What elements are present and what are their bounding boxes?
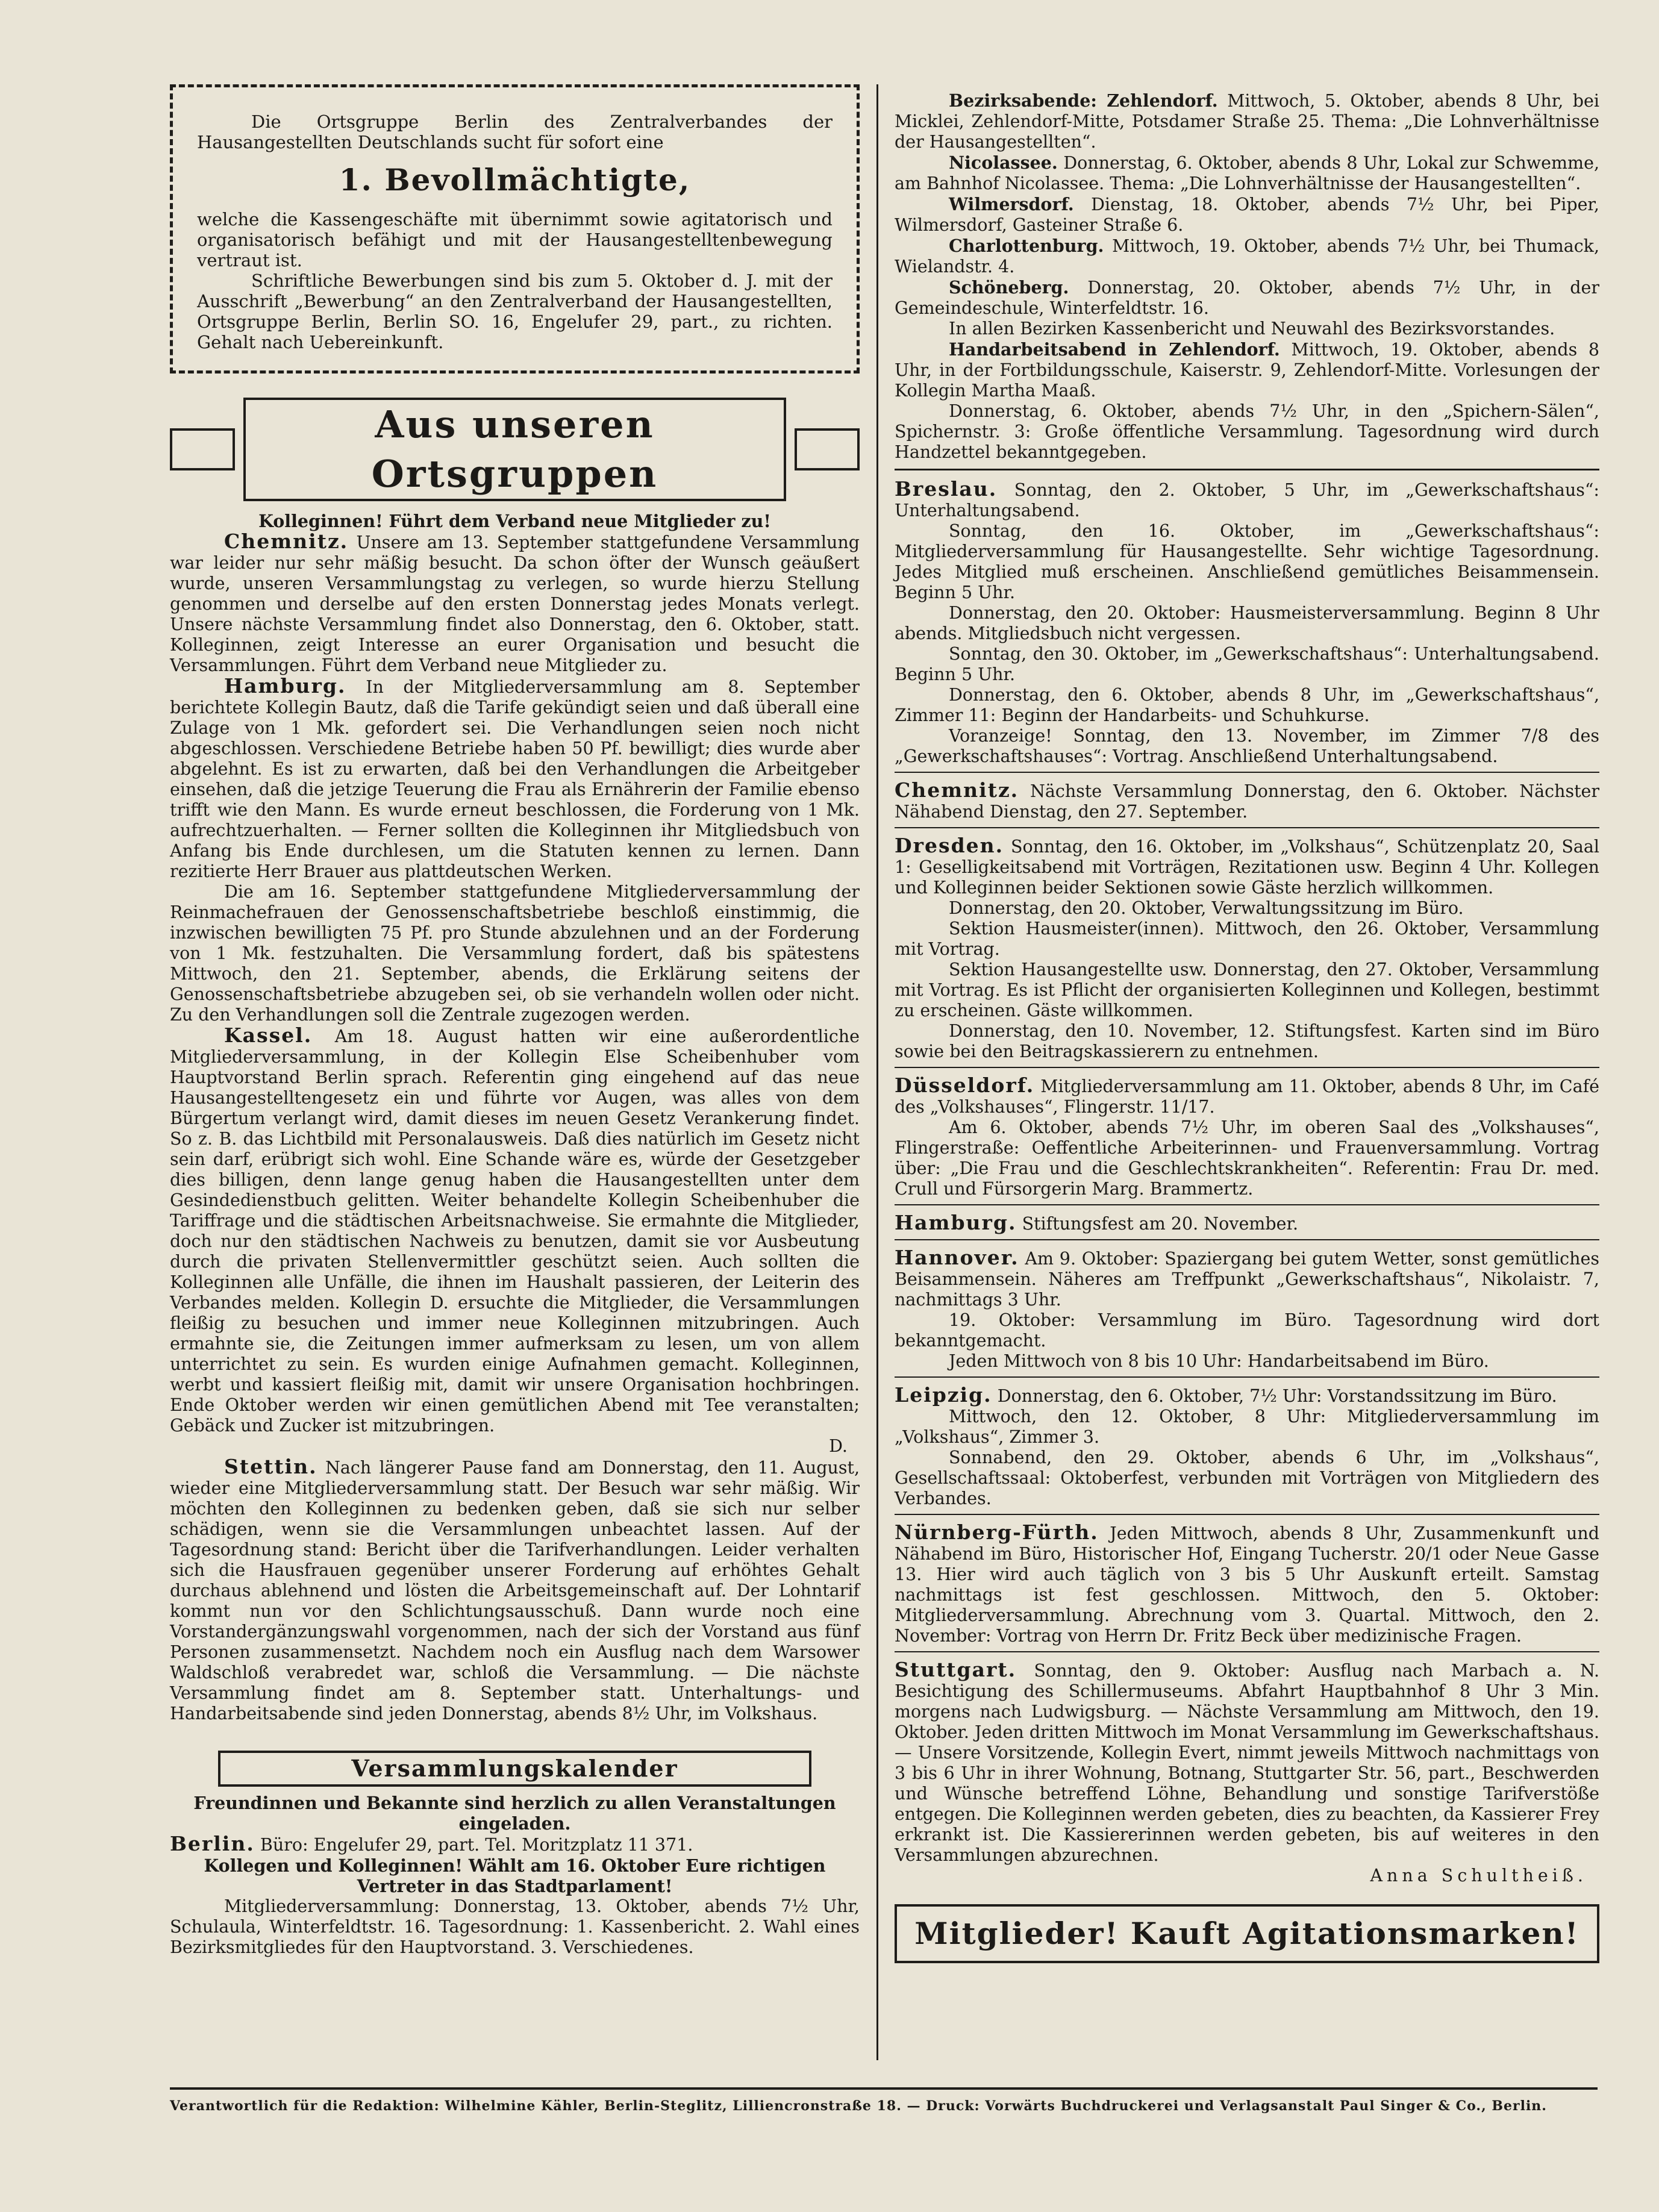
city-event-paragraph xyxy=(895,521,1599,603)
report-paragraph xyxy=(170,1457,860,1724)
event-lead: Schöneberg. xyxy=(949,277,1069,298)
city-event-text: Jeden Mittwoch, abends 8 Uhr, Zusammenkunft und Nähabend im Büro, Historischer Hof, Eingang Tucherstr. 20/1 oder Neue Gasse 13. Hier wird auch täglich von 3 bis 5 Uhr Auskunft erteilt. Samstag nachmittags ist fest geschlossen. Mittwoch, den 5. Oktober: Mitgliederversammlung. Abrechnung vom 3. Quartal. Mittwoch, den 2. November: Vortrag von Herrn Dr. Fritz Beck über medizinische Fragen. xyxy=(895,1523,1599,1646)
berlin-district-events xyxy=(895,90,1599,463)
report-city-name: Kassel. xyxy=(224,1023,313,1047)
city-event-text: Donnerstag, den 6. Oktober, 7½ Uhr: Vorstandssitzung im Büro. xyxy=(997,1386,1557,1406)
city-name: Stuttgart. xyxy=(895,1658,1017,1681)
event-entry xyxy=(895,236,1599,277)
ad-title: 1. Bevollmächtigte, xyxy=(339,162,691,198)
agitation-banner: Mitglieder! Kauft Agitationsmarken! xyxy=(895,1904,1599,1963)
event-entry xyxy=(895,401,1599,463)
report-city-name: Chemnitz. xyxy=(224,530,349,553)
city-events xyxy=(895,479,1599,1886)
city-event-paragraph xyxy=(895,1448,1599,1509)
city-event-text: Voranzeige! Sonntag, den 13. November, im Zimmer 7/8 des „Gewerkschaftshauses“: Vortrag. Anschließend Unterhaltungsabend. xyxy=(895,726,1599,766)
berlin-appeal: Kollegen und Kolleginnen! Wählt am 16. Oktober Eure richtigen Vertreter in das Stadtparlament! xyxy=(204,1855,826,1896)
city-name: Dresden. xyxy=(895,834,1004,857)
city-event-paragraph xyxy=(895,1660,1599,1866)
city-event-paragraph xyxy=(895,479,1599,521)
city-event-text: Donnerstag, den 20. Oktober, Verwaltungssitzung im Büro. xyxy=(949,898,1464,918)
job-advertisement xyxy=(170,84,860,373)
city-name: Nürnberg-Fürth. xyxy=(895,1520,1099,1544)
event-lead: Bezirksabende: Zehlendorf. xyxy=(949,90,1218,111)
report-text: Unsere am 13. September stattgefundene Versammlung war leider nur sehr mäßig besucht. Da schon öfter der Wunsch geäußert wurde, unseren Versammlungstag zu verlegen, so wurde hierzu Stellung genommen und derselbe auf den ersten Donnerstag jedes Monats verlegt. Unsere nächste Versammlung findet also Donnerstag, den 6. Oktober, statt. Kolleginnen, zeigt Interesse an eurer Organisation und besucht die Versammlungen. Führt dem Verband neue Mitglieder zu. xyxy=(170,533,860,675)
right-column xyxy=(895,90,1599,1963)
berlin-meeting: Mitgliederversammlung: Donnerstag, 13. Oktober, abends 7½ Uhr, Schulaula, Winterfeldtstr. 16. Tagesordnung: 1. Kassenbericht. 2. Wahl eines Bezirksmitgliedes für den Hauptvorstand. 3. Verschiedenes. xyxy=(170,1896,860,1957)
report-text: Am 18. August hatten wir eine außerordentliche Mitgliederversammlung, in der Kollegin Else Scheibenhuber vom Hauptvorstand Berlin sprach. Referentin ging eingehend auf das neue Hausangestelltengesetz ein und führte vor Augen, was alles von dem Bürgertum verlangt wird, damit dieses im neuen Gesetz Verankerung findet. So z. B. das Lichtbild mit Personalausweis. Daß dies natürlich im Gesetz nicht sein darf, erübrigt sich wohl. Eine Schande wäre es, würde der Gesetzgeber dies billigen, denn lange genug haben die Hausangestellten unter dem Gesindedienstbuch gelitten. Weiter behandelte Kollegin Scheibenhuber die Tariffrage und die städtischen Arbeitsnachweise. Sie ermahnte die Mitglieder, doch nur den städtischen Nachweis zu benutzen, damit sie vor Ausbeutung durch die privaten Stellenvermittler geschützt seien. Auch sollten die Kolleginnen alle Unfälle, die ihnen im Haushalt passieren, der Leiterin des Verbandes melden. Kollegin D. ersuchte die Mitglieder, die Versammlungen fleißig zu besuchen und immer neue Kolleginnen mitzubringen. Auch ermahnte sie, die Zeitungen immer aufmerksam zu lesen, um von allem unterrichtet zu sein. Es wurden einige Aufnahmen gemacht. Kolleginnen, werbt und kassiert fleißig mit, damit wir unsere Organisation hochbringen. Ende Oktober werden wir einen gemütlichen Abend mit Tee veranstalten; Gebäck und Zucker ist mitzubringen. xyxy=(170,1026,860,1436)
city-event-paragraph xyxy=(895,685,1599,726)
report-paragraph xyxy=(170,1025,860,1436)
event-text: Mittwoch, 5. Oktober, abends 8 Uhr, bei Micklei, Zehlendorf-Mitte, Potsdamer Straße 25. Thema: „Die Lohnverhältnisse der Hausangestellten“. xyxy=(895,91,1599,152)
calendar-invitation: Freundinnen und Bekannte sind herzlich zu allen Veranstaltungen eingeladen. xyxy=(193,1793,836,1834)
event-text: Dienstag, 18. Oktober, abends 7½ Uhr, bei Piper, Wilmersdorf, Gasteiner Straße 6. xyxy=(895,195,1599,235)
event-lead: Nicolassee. xyxy=(949,152,1058,173)
event-lead: Charlottenburg. xyxy=(949,236,1104,256)
city-event-text: Donnerstag, den 20. Oktober: Hausmeisterversammlung. Beginn 8 Uhr abends. Mitgliedsbuch nicht vergessen. xyxy=(895,603,1599,643)
city-event-text: Sektion Hausmeister(innen). Mittwoch, den 26. Oktober, Versammlung mit Vortrag. xyxy=(895,919,1599,959)
event-entry xyxy=(895,152,1599,194)
city-event-paragraph xyxy=(895,644,1599,685)
event-text: Donnerstag, 6. Oktober, abends 8 Uhr, Lokal zur Schwemme, am Bahnhof Nicolassee. Thema: „Die Lohnverhältnisse der Hausangestellten“. xyxy=(895,153,1599,193)
city-event-paragraph xyxy=(895,1407,1599,1448)
city-divider xyxy=(895,772,1599,773)
city-event-paragraph xyxy=(895,1075,1599,1117)
city-event-paragraph xyxy=(895,780,1599,822)
event-entry xyxy=(895,277,1599,319)
event-entry xyxy=(895,194,1599,236)
event-lead: Wilmersdorf. xyxy=(949,194,1074,214)
city-name: Hamburg. xyxy=(895,1211,1017,1234)
city-event-text: Sonnabend, den 29. Oktober, abends 6 Uhr, im „Volkshaus“, Gesellschaftssaal: Oktoberfest, verbunden mit Vorträgen von Mitgliedern des Verbandes. xyxy=(895,1448,1599,1508)
ad-body: welche die Kassengeschäfte mit übernimmt sowie agitatorisch und organisatorisch befähigt und mit der Hausangestelltenbewegung vertraut ist. xyxy=(197,209,833,270)
city-event-text: Nächste Versammlung Donnerstag, den 6. Oktober. Nächster Nähabend Dienstag, den 27. September. xyxy=(895,781,1600,822)
city-name: Chemnitz. xyxy=(895,778,1019,802)
city-signature: Anna Schultheiß. xyxy=(1370,1866,1587,1886)
city-event-paragraph xyxy=(895,1117,1599,1199)
city-event-text: Am 9. Oktober: Spaziergang bei gutem Wetter, sonst gemütliches Beisammensein. Näheres am Treffpunkt „Gewerkschaftshaus“, Nikolaistr. 7, nachmittags 3 Uhr. xyxy=(895,1249,1599,1310)
section-title: Aus unseren Ortsgruppen xyxy=(243,398,786,501)
event-entry xyxy=(895,339,1599,401)
divider xyxy=(895,469,1599,470)
city-event-text: Sonntag, den 16. Oktober, im „Gewerkschaftshaus“: Mitgliederversammlung für Hausangestellte. Sehr wichtige Tagesordnung. Jedes Mitglied muß erscheinen. Anschließend gemütliches Beisammensein. Beginn 5 Uhr. xyxy=(895,521,1599,602)
city-event-text: Mittwoch, den 12. Oktober, 8 Uhr: Mitgliederversammlung im „Volkshaus“, Zimmer 3. xyxy=(895,1407,1599,1447)
left-column xyxy=(170,84,860,1958)
city-divider xyxy=(895,1204,1599,1205)
city-event-paragraph xyxy=(895,898,1599,919)
report-city-name: Stettin. xyxy=(224,1455,317,1478)
city-event-paragraph xyxy=(895,1021,1599,1062)
local-reports xyxy=(170,531,860,1724)
ad-intro: Die Ortsgruppe Berlin des Zentralverbandes der Hausangestellten Deutschlands sucht für sofort eine xyxy=(197,111,833,152)
event-text: Mittwoch, 19. Oktober, abends 7½ Uhr, bei Thumack, Wielandstr. 4. xyxy=(895,236,1599,276)
city-event-text: Sonntag, den 9. Oktober: Ausflug nach Marbach a. N. Besichtigung des Schillermuseums. Abfahrt Hauptbahnhof 8 Uhr 3 Min. morgens nach Ludwigsburg. — Nächste Versammlung am Mittwoch, den 19. Oktober. Jeden dritten Mittwoch im Monat Versammlung im Gewerkschaftshaus. — Unsere Vorsitzende, Kollegin Evert, nimmt jeweils Mittwoch nachmittags von 3 bis 6 Uhr in ihrer Wohnung, Botnang, Stuttgarter Str. 56, part., Beschwerden und Wünsche betreffend Löhne, Behandlung und sonstige Tarifverstöße entgegen. Die Kolleginnen werden gebeten, dies zu beachten, da Kassierer Frey erkrankt ist. Die Kassiererinnen werden gebeten, bis auf weiteres in den Versammlungen abzurechnen. xyxy=(895,1661,1599,1865)
berlin-city-name: Berlin. xyxy=(170,1832,255,1855)
berlin-office-line xyxy=(170,1834,860,1855)
ad-application: Schriftliche Bewerbungen sind bis zum 5. Oktober d. J. mit der Ausschrift „Bewerbung“ an den Zentralverband der Hausangestellten, Ortsgruppe Berlin, Berlin SO. 16, Engelufer 29, part., zu richten. Gehalt nach Uebereinkunft. xyxy=(197,270,833,352)
event-text: Donnerstag, 20. Oktober, abends 7½ Uhr, in der Gemeindeschule, Winterfeldtstr. 16. xyxy=(895,278,1600,318)
city-event-paragraph xyxy=(895,919,1599,960)
city-name: Leipzig. xyxy=(895,1383,992,1407)
event-entry xyxy=(895,90,1599,152)
city-event-paragraph xyxy=(895,1310,1599,1351)
city-event-paragraph xyxy=(895,1351,1599,1372)
event-text: Donnerstag, 6. Oktober, abends 7½ Uhr, in den „Spichern-Sälen“, Spichernstr. 3: Große öffentliche Versammlung. Tagesordnung wird durch Handzettel bekanntgegeben. xyxy=(895,401,1599,462)
city-event-paragraph xyxy=(895,726,1599,767)
berlin-office: Büro: Engelufer 29, part. Tel. Moritzplatz 11 371. xyxy=(260,1835,693,1855)
city-event-paragraph xyxy=(895,960,1599,1021)
report-text: In der Mitgliederversammlung am 8. September berichtete Kollegin Bautz, daß die Tarife gekündigt seien und daß überall eine Zulage von 1 Mk. gefordert sei. Die Verhandlungen seien noch nicht abgeschlossen. Verschiedene Betriebe haben 50 Pf. bewilligt; dies wurde aber abgelehnt. Es ist zu erwarten, daß bei den Verhandlungen die Arbeitgeber einsehen, daß die jetzige Teuerung die Frau als Ernährerin der Familie ebenso trifft wie den Mann. Es wurde erneut beschlossen, die Forderung von 1 Mk. aufrechtzuerhalten. — Ferner sollten die Kolleginnen ihr Mitgliedsbuch von Anfang bis Ende durchlesen, um die Statuten kennen zu lernen. Dann rezitierte Herr Brauer aus plattdeutschen Werken. xyxy=(170,677,860,881)
report-text: Die am 16. September stattgefundene Mitgliederversammlung der Reinmachefrauen der Genossenschaftsbetriebe beschloß einstimmig, die inzwischen bewilligten 75 Pf. pro Stunde abzulehnen und an der Forderung von 1 Mk. festzuhalten. Die Versammlung fordert, daß bis spätestens Mittwoch, den 21. September, abends, die Erklärung seitens der Genossenschaftsbetriebe abzugeben sei, ob sie verhandeln wollen oder nicht. Zu den Verhandlungen soll die Zentrale zugezogen werden. xyxy=(170,882,860,1025)
calendar-title: Versammlungskalender xyxy=(218,1751,811,1787)
section-slogan: Kolleginnen! Führt dem Verband neue Mitglieder zu! xyxy=(258,511,771,531)
city-event-text: Sektion Hausangestellte usw. Donnerstag, den 27. Oktober, Versammlung mit Vortrag. Es ist Pflicht der organisierten Kolleginnen und Kollegen, bestimmt zu erscheinen. Gäste willkommen. xyxy=(895,960,1599,1020)
masthead-right-ornament xyxy=(795,428,860,470)
report-paragraph xyxy=(170,882,860,1025)
city-event-text: Stiftungsfest am 20. November. xyxy=(1022,1214,1298,1234)
report-paragraph xyxy=(170,531,860,676)
city-event-paragraph xyxy=(895,603,1599,644)
city-event-text: Am 6. Oktober, abends 7½ Uhr, im oberen Saal des „Volkshauses“, Flingerstraße: Oeffentliche Arbeiterinnen- und Frauenversammlung. Vortrag über: „Die Frau und die Geschlechtskrankheiten“. Referentin: Frau Dr. med. Crull und Fürsorgerin Marg. Brammertz. xyxy=(895,1117,1599,1199)
city-event-text: Sonntag, den 2. Oktober, 5 Uhr, im „Gewerkschaftshaus“: Unterhaltungsabend. xyxy=(895,480,1599,520)
city-event-text: Donnerstag, den 6. Oktober, abends 8 Uhr, im „Gewerkschaftshaus“, Zimmer 11: Beginn der Handarbeits- und Schuhkurse. xyxy=(895,685,1599,725)
city-event-paragraph xyxy=(895,1385,1599,1407)
city-divider xyxy=(895,1239,1599,1240)
event-lead: Handarbeitsabend in Zehlendorf. xyxy=(949,339,1280,360)
city-event-paragraph xyxy=(895,1213,1599,1234)
event-text: In allen Bezirken Kassenbericht und Neuwahl des Bezirksvorstandes. xyxy=(949,319,1555,339)
city-event-text: Sonntag, den 16. Oktober, im „Volkshaus“, Schützenplatz 20, Saal 1: Geselligkeitsabend mit Vorträgen, Rezitationen usw. Beginn 4 Uhr. Kollegen und Kolleginnen beider Sektionen sowie Gäste herzlich willkommen. xyxy=(895,837,1600,898)
event-text: Mittwoch, 19. Oktober, abends 8 Uhr, in der Fortbildungsschule, Kaiserstr. 9, Zehlendorf-Mitte. Vorlesungen der Kollegin Martha Maaß. xyxy=(895,340,1600,401)
city-event-text: 19. Oktober: Versammlung im Büro. Tagesordnung wird dort bekanntgemacht. xyxy=(895,1310,1599,1351)
city-event-text: Jeden Mittwoch von 8 bis 10 Uhr: Handarbeitsabend im Büro. xyxy=(949,1351,1489,1371)
report-paragraph xyxy=(170,676,860,882)
report-signature: D. xyxy=(829,1436,848,1456)
city-event-paragraph xyxy=(895,1522,1599,1646)
city-event-paragraph xyxy=(895,1248,1599,1310)
city-divider xyxy=(895,827,1599,828)
report-city-name: Hamburg. xyxy=(224,674,346,698)
city-event-text: Mitgliederversammlung am 11. Oktober, abends 8 Uhr, im Café des „Volkshauses“, Flingerstr. 11/17. xyxy=(895,1076,1599,1117)
city-name: Breslau. xyxy=(895,477,998,501)
city-name: Düsseldorf. xyxy=(895,1073,1035,1097)
section-masthead xyxy=(170,398,860,501)
city-divider xyxy=(895,1514,1599,1515)
imprint-footer: Verantwortlich für die Redaktion: Wilhelmine Kähler, Berlin-Steglitz, Lilliencronstraße 18. — Druck: Vorwärts Buchdruckerei und Verlagsanstalt Paul Singer & Co., Berlin. xyxy=(170,2087,1598,2115)
city-event-text: Donnerstag, den 10. November, 12. Stiftungsfest. Karten sind im Büro sowie bei den Beitragskassierern zu entnehmen. xyxy=(895,1021,1599,1061)
city-divider xyxy=(895,1067,1599,1068)
city-event-paragraph xyxy=(895,836,1599,898)
column-divider xyxy=(876,84,878,2060)
masthead-left-ornament xyxy=(170,428,235,470)
city-divider xyxy=(895,1651,1599,1652)
event-entry xyxy=(895,319,1599,339)
city-name: Hannover. xyxy=(895,1246,1019,1269)
city-event-text: Sonntag, den 30. Oktober, im „Gewerkschaftshaus“: Unterhaltungsabend. Beginn 5 Uhr. xyxy=(895,644,1599,684)
report-text: Nach längerer Pause fand am Donnerstag, den 11. August, wieder eine Mitgliederversammlung statt. Der Besuch war sehr mäßig. Wir möchten den Kolleginnen zu bedenken geben, daß sie sich nur selber schädigen, wenn sie die Versammlungen unbeachtet lassen. Auf der Tagesordnung stand: Bericht über die Tarifverhandlungen. Leider verhalten sich die Hausfrauen gegenüber unserer Forderung auf erhöhtes Gehalt durchaus ablehnend und lösten die Arbeitsgemeinschaft auf. Der Lohntarif kommt nun vor den Schlichtungsausschuß. Dann wurde noch eine Vorstandergänzungswahl vorgenommen, nach der sich der Vorstand aus fünf Personen zusammensetzt. Nachdem noch ein Ausflug nach dem Warsower Waldschloß verabredet war, schloß die Versammlung. — Die nächste Versammlung findet am 8. September statt. Unterhaltungs- und Handarbeitsabende sind jeden Donnerstag, abends 8½ Uhr, im Volkshaus. xyxy=(170,1458,860,1723)
city-divider xyxy=(895,1376,1599,1378)
